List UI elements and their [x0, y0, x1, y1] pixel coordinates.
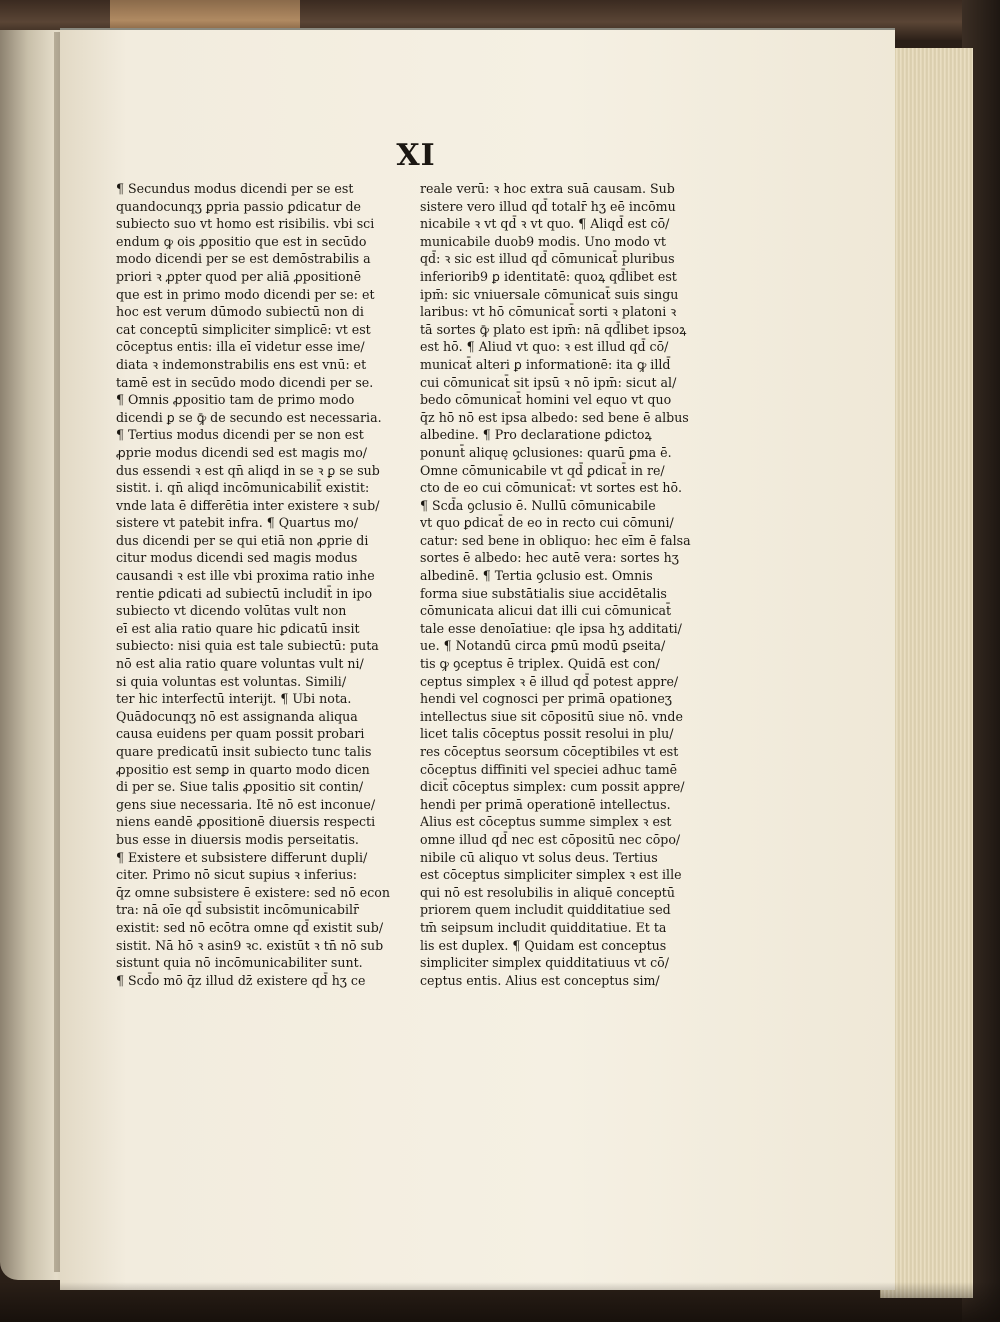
text-line: ¶ Scd̄a ꝯclusio ē. Nullū cōmunicabile [420, 497, 656, 513]
text-line: nō est alia ratio quare voluntas vult ni/ [116, 656, 364, 672]
text-line: dus essendi ꝛ est qn̄ aliqd in se ꝛ ꝑ se sub [116, 462, 380, 478]
text-line: albedinē. ¶ Tertia ꝯclusio est. Omnis [420, 568, 653, 584]
text-line: causandi ꝛ est ille vbi proxima ratio inhe [116, 568, 375, 584]
text-line: tm̄ seipsum includit quidditatiue. Et ta [420, 919, 667, 935]
text-line: ¶ Tertius modus dicendi per se non est [116, 427, 364, 443]
text-line: albedine. ¶ Pro declaratione ꝑdictoꝝ [420, 427, 652, 443]
text-line: ponunt̄ aliquę ꝯclusiones: quarū ꝑma ē. [420, 444, 672, 460]
text-line: dicit̄ cōceptus simplex: cum possit appre/ [420, 779, 685, 795]
text-line: ¶ Omnis ꝓpositio tam de primo modo [116, 392, 355, 408]
text-line: ꝓpositio est semꝑ in quarto modo dicen [116, 761, 370, 777]
text-line: priorem quem includit quidditatiue sed [420, 902, 671, 918]
text-line: nibile cū aliquo vt solus deus. Tertius [420, 849, 658, 865]
text-line: subiecto: nisi quia est tale subiectū: puta [116, 638, 379, 654]
text-line: endum ꝙ ois ꝓpositio que est in secūdo [116, 233, 367, 249]
text-line: cōmunicata alicui dat illi cui cōmunicat̄ [420, 603, 672, 619]
text-line: citer. Primo nō sicut supius ꝛ inferius: [116, 867, 358, 883]
text-line: tale esse denoīatiue: qle ipsa hʒ additati/ [420, 620, 682, 636]
text-line: diata ꝛ indemonstrabilis ens est vnū: et [116, 356, 367, 372]
text-line: ¶ Scd̄o mō q̄z illud dz̄ existere qd̄ hʒ ce [116, 972, 366, 988]
text-line: tamē est in secūdo modo dicendi per se. [116, 374, 374, 390]
text-line: municabile duob9 modis. Uno modo vt [420, 233, 666, 249]
text-line: Omne cōmunicabile vt qd̄ ꝑdicat̄ in re/ [420, 462, 665, 478]
text-line: dicendi ꝑ se ꝙ̄ de secundo est necessaria. [116, 409, 382, 425]
text-line: Alius est cōceptus summe simplex ꝛ est [420, 814, 672, 830]
text-line: ipm̄: sic vniuersale cōmunicat̄ suis singu [420, 286, 679, 302]
text-line: sistit. i. qn̄ aliqd incōmunicabilit̄ existit: [116, 480, 370, 496]
text-line: priori ꝛ ꝓpter quod per aliā ꝓpositionē [116, 268, 362, 284]
text-line: simpliciter simplex quidditatiuus vt cō/ [420, 955, 670, 971]
text-line: qui nō est resolubilis in aliquē conceptū [420, 884, 675, 900]
text-line: modo dicendi per se est demōstrabilis a [116, 251, 371, 267]
text-line: licet talis cōceptus possit resolui in plu/ [420, 726, 674, 742]
text-line: lis est duplex. ¶ Quidam est conceptus [420, 937, 667, 953]
text-line: cōceptus entis: illa eī videtur esse ime/ [116, 339, 365, 355]
text-line: intellectus siue sit cōpositū siue nō. vnde [420, 708, 683, 724]
text-line: forma siue substātialis siue accidētalis [420, 585, 667, 601]
text-line: citur modus dicendi sed magis modus [116, 550, 358, 566]
text-line: ceptus simplex ꝛ ē illud qd̄ potest appre/ [420, 673, 679, 689]
text-line: tra: nā oīe qd̄ subsistit incōmunicabilr̄ [116, 902, 360, 918]
text-line: sistunt quia nō incōmunicabiliter sunt. [116, 955, 363, 971]
text-line: hendi per primā operationē intellectus. [420, 796, 671, 812]
text-line: dus dicendi per se qui etiā non ꝓprie di [116, 532, 369, 548]
text-line: subiecto vt dicendo volūtas vult non [116, 603, 347, 619]
text-line: sistere vero illud qd̄ totalr̄ hʒ eē incōmu [420, 198, 676, 214]
text-line: gens siue necessaria. Itē nō est inconue/ [116, 796, 376, 812]
text-line: hendi vel cognosci per primā opationeʒ [420, 691, 672, 707]
text-column-left [116, 180, 406, 989]
text-line: ¶ Secundus modus dicendi per se est [116, 181, 354, 196]
text-line: cōceptus diffiniti vel speciei adhuc tamē [420, 761, 678, 777]
text-line: subiecto suo vt homo est risibilis. vbi sci [116, 216, 375, 232]
folio-number: XI [396, 138, 436, 173]
text-line: qd̄: ꝛ sic est illud qd̄ cōmunicat̄ pluribus [420, 251, 675, 267]
text-line: eī est alia ratio quare hic ꝑdicatū insit [116, 620, 360, 636]
text-line: bus esse in diuersis modis perseitatis. [116, 831, 359, 847]
text-line: tā sortes ꝙ̄ plato est ipm̄: nā qd̄libet ipsoꝝ [420, 321, 687, 337]
text-line: bedo cōmunicat̄ homini vel equo vt quo [420, 392, 672, 408]
text-line: cto de eo cui cōmunicat̄: vt sortes est hō. [420, 480, 683, 496]
text-line: existit: sed nō ecōtra omne qd̄ existit sub/ [116, 919, 384, 935]
text-line: rentie ꝑdicati ad subiectū includit̄ in ipo [116, 585, 373, 601]
text-line: causa euidens per quam possit probari [116, 726, 365, 742]
text-line: ter hic interfectū interijt. ¶ Ubi nota. [116, 691, 352, 707]
text-line: quandocunqʒ ꝑpria passio ꝑdicatur de [116, 198, 361, 214]
text-line: catur: sed bene in obliquo: hec eīm ē falsa [420, 532, 691, 548]
text-line: cui cōmunicat̄ sit ipsū ꝛ nō ipm̄: sicut al/ [420, 374, 677, 390]
text-line: q̄z hō nō est ipsa albedo: sed bene ē albus [420, 409, 689, 425]
text-line: q̄z omne subsistere ē existere: sed nō econ [116, 884, 390, 900]
text-line: sortes ē albedo: hec autē vera: sortes hʒ [420, 550, 679, 566]
text-line: inferiorib9 ꝑ identitatē: quoꝝ qd̄libet est [420, 268, 677, 284]
bottom-shadow [0, 1282, 1000, 1322]
text-line: vt quo ꝑdicat̄ de eo in recto cui cōmuni/ [420, 515, 674, 531]
text-line: est cōceptus simpliciter simplex ꝛ est ille [420, 867, 682, 883]
text-line: laribus: vt hō cōmunicat̄ sorti ꝛ platoni ꝛ [420, 304, 677, 320]
text-line: sistit. Nā hō ꝛ asin9 ꝛc. existūt ꝛ tn̄ nō sub [116, 937, 384, 953]
text-column-right [420, 180, 712, 989]
text-line: ceptus entis. Alius est conceptus sim/ [420, 972, 660, 988]
text-line: hoc est verum dūmodo subiectū non di [116, 304, 364, 320]
text-line: ue. ¶ Notandū circa ꝑmū modū ꝑseita/ [420, 638, 666, 654]
text-line: res cōceptus seorsum cōceptibiles vt est [420, 744, 679, 759]
text-line: municat̄ alteri ꝑ informationē: ita ꝙ illd̄ [420, 356, 671, 372]
text-line: ꝓprie modus dicendi sed est magis mo/ [116, 444, 368, 460]
text-line: quare predicatū insit subiecto tunc talis [116, 744, 372, 759]
text-line: omne illud qd̄ nec est cōpositū nec cōpo/ [420, 831, 681, 847]
text-line: niens eandē ꝓpositionē diuersis respecti [116, 814, 376, 830]
text-line: sistere vt patebit infra. ¶ Quartus mo/ [116, 515, 359, 531]
text-line: reale verū: ꝛ hoc extra suā causam. Sub [420, 181, 675, 196]
text-line: que est in primo modo dicendi per se: et [116, 286, 375, 302]
text-line: ¶ Existere et subsistere differunt dupli/ [116, 849, 368, 865]
text-line: est hō. ¶ Aliud vt quo: ꝛ est illud qd̄ cō/ [420, 339, 669, 355]
text-line: tis ꝙ ꝯceptus ē triplex. Quidā est con/ [420, 656, 660, 672]
text-line: di per se. Siue talis ꝓpositio sit contin/ [116, 779, 364, 795]
text-line: nicabile ꝛ vt qd̄ ꝛ vt quo. ¶ Aliqd̄ est cō/ [420, 216, 670, 232]
text-line: vnde lata ē differētia inter existere ꝛ sub/ [116, 497, 380, 513]
text-line: cat conceptū simpliciter simplicē: vt est [116, 321, 371, 337]
text-line: Quādocunqʒ nō est assignanda aliqua [116, 708, 358, 724]
text-line: si quia voluntas est voluntas. Simili/ [116, 673, 347, 689]
